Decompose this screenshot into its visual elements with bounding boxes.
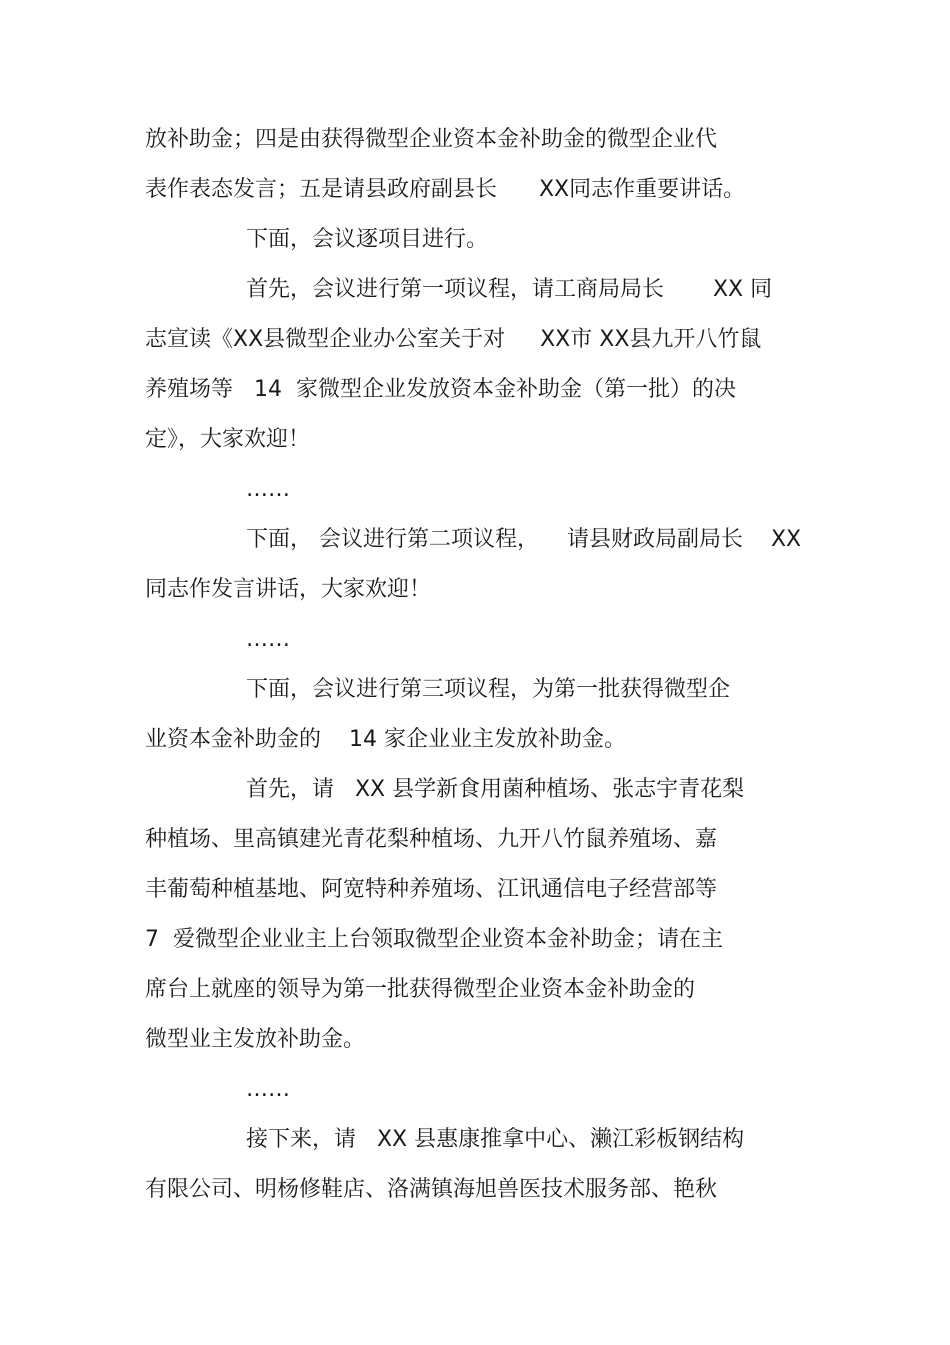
text-line: 业资本金补助金的 14 家企业业主发放补助金。 bbox=[145, 727, 626, 752]
ellipsis-line: …… bbox=[246, 627, 290, 652]
text-line: 定》，大家欢迎！ bbox=[145, 427, 311, 452]
text-line: 下面， 会议进行第二项议程， 请县财政局副局长 XX bbox=[246, 527, 802, 552]
text-line: 7 爱微型企业业主上台领取微型企业资本金补助金；请在主 bbox=[145, 927, 723, 952]
text-line: 微型业主发放补助金。 bbox=[145, 1027, 366, 1052]
text-line: 席台上就座的领导为第一批获得微型企业资本金补助金的 bbox=[145, 977, 696, 1002]
text-line: 种植场、里高镇建光青花梨种植场、九开八竹鼠养殖场、嘉 bbox=[145, 827, 718, 852]
text-line: 丰葡萄种植基地、阿宽特种养殖场、江讯通信电子经营部等 bbox=[145, 877, 718, 902]
text-line: 首先，请 XX 县学新食用菌种植场、张志宇青花梨 bbox=[246, 777, 745, 802]
text-line: 养殖场等 14 家微型企业发放资本金补助金（第一批）的决 bbox=[145, 377, 736, 402]
ellipsis-line: …… bbox=[246, 1077, 290, 1102]
text-line: 首先，会议进行第一项议程，请工商局局长 XX 同 bbox=[246, 277, 773, 302]
text-line: 接下来，请 XX 县惠康推拿中心、濑江彩板钢结构 bbox=[246, 1127, 745, 1152]
ellipsis-line: …… bbox=[246, 477, 290, 502]
text-line: 有限公司、明杨修鞋店、洛满镇海旭兽医技术服务部、艳秋 bbox=[145, 1177, 718, 1202]
text-line: 下面，会议进行第三项议程，为第一批获得微型企 bbox=[246, 677, 731, 702]
text-line: 志宣读《XX县微型企业办公室关于对 XX市 XX县九开八竹鼠 bbox=[145, 327, 762, 352]
text-line: 表作表态发言；五是请县政府副县长 XX同志作重要讲话。 bbox=[145, 177, 746, 202]
text-line: 放补助金；四是由获得微型企业资本金补助金的微型企业代 bbox=[145, 127, 718, 152]
text-line: 同志作发言讲话，大家欢迎！ bbox=[145, 577, 432, 602]
text-line: 下面，会议逐项目进行。 bbox=[246, 227, 489, 252]
